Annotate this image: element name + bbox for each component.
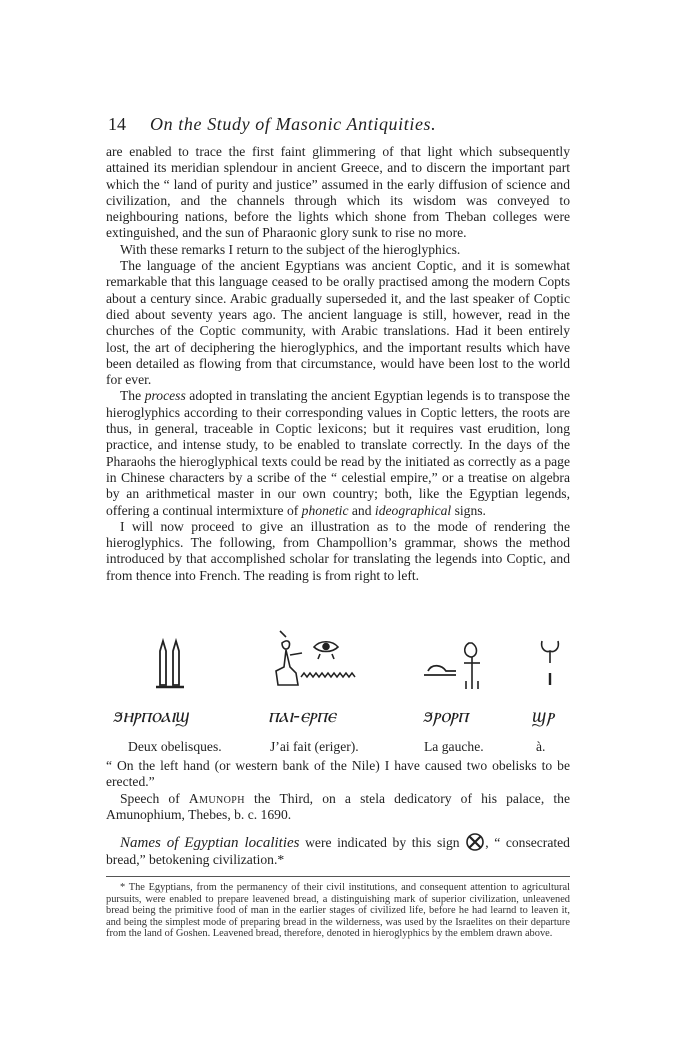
translation-quote: “ On the left hand (or western bank of the Nile) I have caused two obelisks to be erected.” xyxy=(106,758,570,790)
french-gloss-3: La gauche. xyxy=(424,739,484,754)
coptic-word-3: ϧⲣⲟⲣⲡ xyxy=(424,703,468,727)
eye-glyph xyxy=(314,642,338,659)
speech-text-b: the Third, on a stela dedicatory of his palace, the Amunophium, Thebes, b. c. 1690. xyxy=(106,790,570,822)
names-text-b: , “ consecrated bread,” betokening civilization.* xyxy=(106,835,570,868)
footnote-divider xyxy=(106,876,570,877)
obelisk-glyphs xyxy=(156,641,184,687)
seated-figure-glyph xyxy=(276,631,302,685)
main-text xyxy=(106,144,570,584)
p4-text-b: adopted in translating the ancient Egyptian legends is to transpose the hieroglyphics according to their corresponding values in Coptic letters, the roots are thus, in general, traceable in Coptic lexicons; but it requires vast erudition, long practice, and intense study, to be enabled to translate correctly. In the days of the Pharaohs the hieroglyphical texts could be read by the initiated as correctly as a page in Chinese characters by a scribe of the “ celestial empire,” or a treatise on algebra by an arithmetical master in our own country; both, like the Egyptian legends, offering a continual intermixture of xyxy=(106,388,570,518)
names-text-a: were indicated by this sign xyxy=(299,835,466,851)
p4-em-ideographical: ideographical xyxy=(374,502,452,518)
names-paragraph xyxy=(106,832,570,868)
footnote-text: * The Egyptians, from the permanency of their civil institutions, and consequent attention to agricultural pursuits, were enabled to prepare leavened bread, a distinguishing mark of superior civilization, unleavened bread being the primitive food of man in the earlier stages of civilized life, before he had learnd to leaven it, and being the simplest mode of preparing bread in the wilderness, was used by the Israelites on their departure from the land of Goshen. Leavened bread, therefore, denoted in hieroglyphics by the emblem drawn above. xyxy=(106,882,570,940)
footnote xyxy=(106,882,570,940)
page-number: 14 xyxy=(108,114,126,134)
paragraph-5: I will now proceed to give an illustration as to the mode of rendering the hieroglyphics. The following, from Champollion’s grammar, shows the method introduced by that accomplished scholar for translating the legends into Coptic, and from thence into French. The reading is from right to left. xyxy=(106,518,570,583)
p4-text-c: and xyxy=(348,502,375,518)
running-title: On the Study of Masonic Antiquities. xyxy=(150,114,437,134)
paragraph-3: The language of the ancient Egyptians was ancient Coptic, and it is somewhat remarkable that this language ceased to be orally practised among the modern Copts about a century since. Arabic gradually superseded it, and the last speaker of Coptic died about seventy years ago. The ancient language is still, however, read in the churches of the Coptic community, with Arabic translations. Had it been entirely lost, the art of deciphering the hieroglyphics, and the important results which have been detailed as flowing from that circumstance, would have been lost to the world for ever. xyxy=(106,258,570,388)
pharaoh-name: Amunoph xyxy=(188,790,245,806)
french-gloss-4: à. xyxy=(536,739,546,754)
coptic-word-1: ϧⲏⲣⲡⲟⲁⲓϣ xyxy=(114,703,190,727)
names-em: Names of Egyptian localities xyxy=(120,835,300,852)
paragraph-1: are enabled to trace the first faint glimmering of that light which subsequently attained its meridian splendour in ancient Greece, and to discern the important part which the “ land of purity and justice” assumed in the early diffusion of science and civilization, and the channels through which its wisdom was conveyed to neighbouring nations, before the lights which shone from Theban colleges were extinguished, and the sun of Pharaonic glory sunk to rise no more. xyxy=(106,144,570,241)
consecrated-bread-icon xyxy=(465,832,485,852)
water-glyph xyxy=(301,673,355,677)
plant-glyph xyxy=(542,641,559,685)
speech-text-a: Speech of xyxy=(120,790,189,806)
coptic-word-2: ⲡⲁⲓ-ⲉⲣⲡⲉ xyxy=(268,703,336,727)
french-gloss-1: Deux obelisques. xyxy=(128,739,222,754)
speech-attribution xyxy=(106,791,570,824)
paragraph-2: With these remarks I return to the subject of the hieroglyphics. xyxy=(120,241,461,257)
coptic-word-4: ϣⲣ xyxy=(532,703,554,727)
p4-text-a: The xyxy=(120,388,145,404)
p4-em-process: process xyxy=(144,388,186,404)
sceptre-glyph xyxy=(464,643,480,689)
arm-glyph xyxy=(424,666,456,675)
hieroglyph-glyphs xyxy=(106,623,570,699)
french-gloss-2: J’ai fait (eriger). xyxy=(270,739,359,754)
p4-em-phonetic: phonetic xyxy=(301,502,349,518)
post-example-text xyxy=(106,758,570,868)
paragraph-4 xyxy=(106,388,570,518)
hieroglyph-example xyxy=(106,623,570,754)
p4-text-d: signs. xyxy=(451,502,486,518)
